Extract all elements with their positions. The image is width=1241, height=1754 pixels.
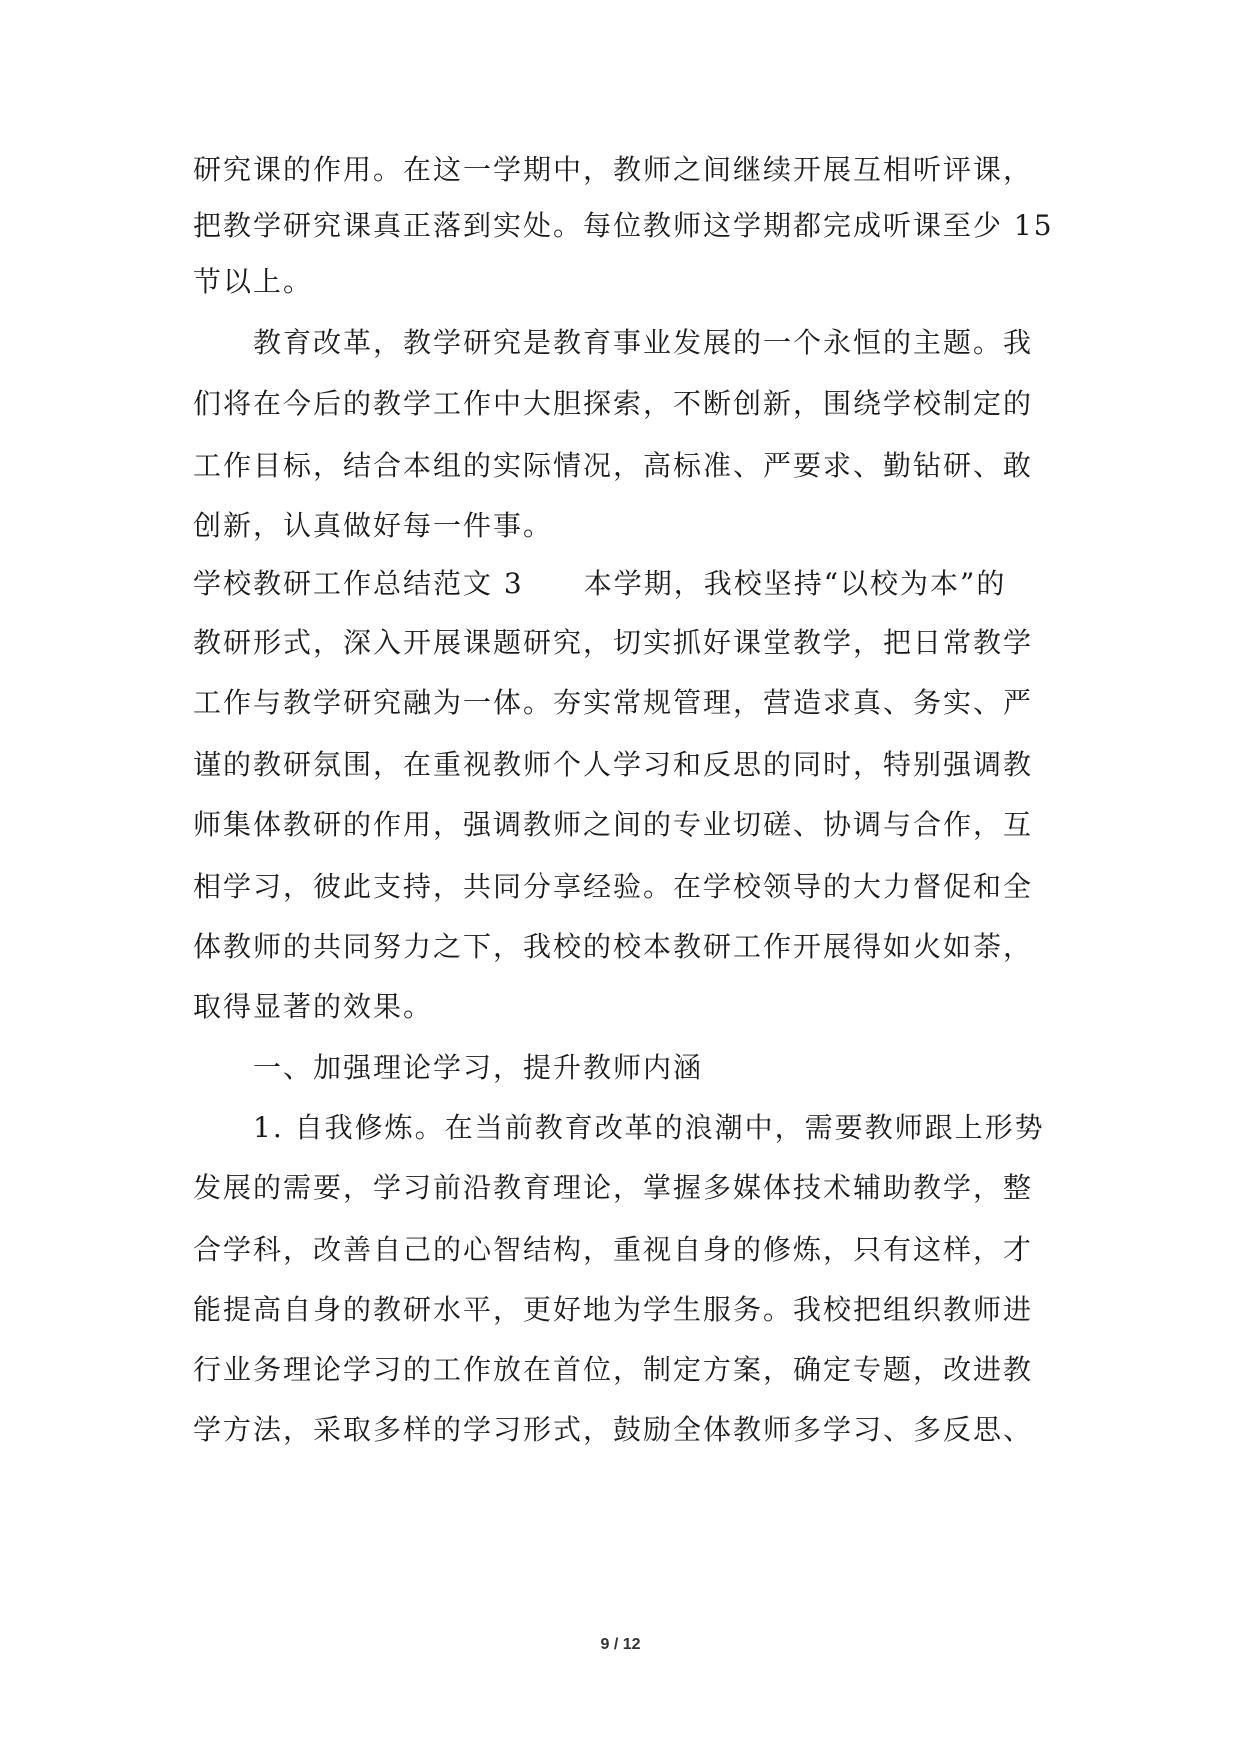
text-line: 把教学研究课真正落到实处。每位教师这学期都完成听课至少 15 bbox=[193, 209, 1054, 242]
text-line: 取得显著的效果。 bbox=[193, 990, 434, 1023]
text-line: 发展的需要，学习前沿教育理论，掌握多媒体技术辅助教学，整 bbox=[193, 1171, 1034, 1204]
text-line: 们将在今后的教学工作中大胆探索，不断创新，围绕学校制定的 bbox=[193, 387, 1034, 420]
text-line: 师集体教研的作用，强调教师之间的专业切磋、协调与合作，互 bbox=[193, 808, 1034, 841]
text-line: 1. 自我修炼。在当前教育改革的浪潮中，需要教师跟上形势 bbox=[253, 1111, 1045, 1144]
text-line: 学方法，采取多样的学习形式，鼓励全体教师多学习、多反思、 bbox=[193, 1413, 1034, 1446]
page-number: 9 / 12 bbox=[600, 1636, 641, 1653]
text-line: 教育改革，教学研究是教育事业发展的一个永恒的主题。我 bbox=[253, 326, 1034, 359]
text-line: 相学习，彼此支持，共同分享经验。在学校领导的大力督促和全 bbox=[193, 870, 1034, 903]
subheading-line: 一、加强理论学习，提升教师内涵 bbox=[253, 1051, 704, 1084]
text-line: 节以上。 bbox=[193, 265, 314, 298]
section-heading-line: 学校教研工作总结范文 3 本学期，我校坚持“以校为本”的 bbox=[193, 567, 1007, 600]
text-line: 体教师的共同努力之下，我校的校本教研工作开展得如火如荼， bbox=[193, 930, 1034, 963]
text-line: 工作与教学研究融为一体。夯实常规管理，营造求真、务实、严 bbox=[193, 686, 1034, 719]
text-line: 创新，认真做好每一件事。 bbox=[193, 509, 554, 542]
text-line: 合学科，改善自己的心智结构，重视自身的修炼，只有这样，才 bbox=[193, 1233, 1034, 1266]
text-line: 教研形式，深入开展课题研究，切实抓好课堂教学，把日常教学 bbox=[193, 626, 1034, 659]
text-line: 行业务理论学习的工作放在首位，制定方案，确定专题，改进教 bbox=[193, 1353, 1034, 1386]
text-line: 能提高自身的教研水平，更好地为学生服务。我校把组织教师进 bbox=[193, 1293, 1034, 1326]
text-line: 谨的教研氛围，在重视教师个人学习和反思的同时，特别强调教 bbox=[193, 748, 1034, 781]
text-line: 工作目标，结合本组的实际情况，高标准、严要求、勤钻研、敢 bbox=[193, 449, 1034, 482]
text-line: 研究课的作用。在这一学期中，教师之间继续开展互相听评课， bbox=[193, 153, 1034, 186]
